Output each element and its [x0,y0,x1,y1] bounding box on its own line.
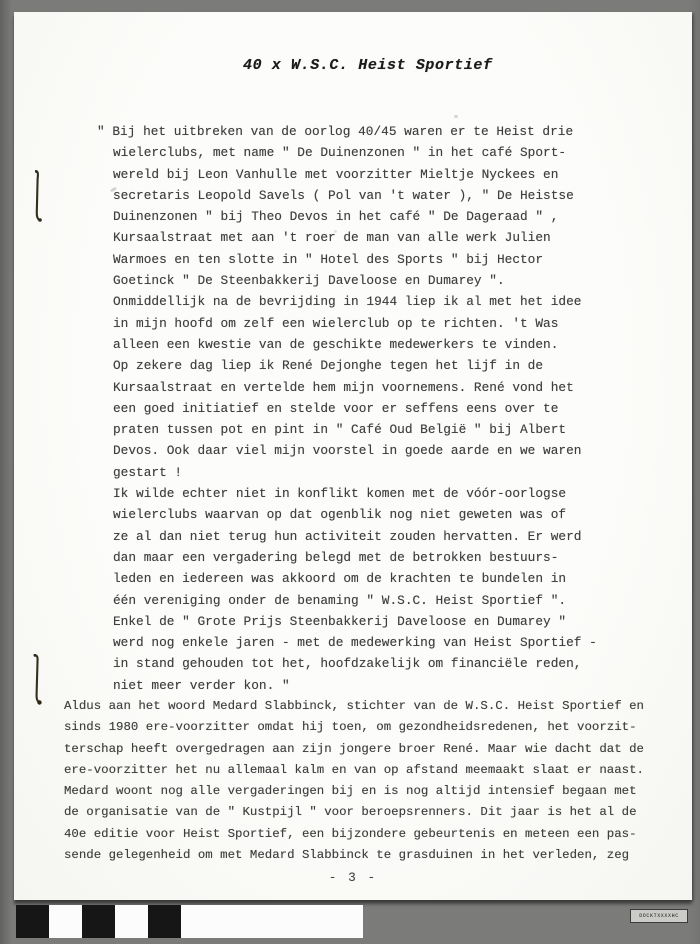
calibration-bar-white [181,905,363,938]
text-line: 40e editie voor Heist Sportief, een bijzondere gebeurtenis en meteen een pas- [64,826,637,841]
text-line: " Bij het uitbreken van de oorlog 40/45 waren er te Heist drie [97,124,574,139]
text-line: praten tussen pot en pint in " Café Oud België " bij Albert [113,422,567,438]
text-line: wielerclubs waarvan op dat ogenblik nog niet geweten was of [113,507,567,523]
text-line: sinds 1980 ere-voorzitter omdat hij toen, om gezondheidsredenen, het voorzit- [64,720,637,735]
text-line: niet meer verder kon. " [113,677,290,693]
text-line: ze al dan niet terug hun activiteit zouden hervatten. Er werd [113,528,582,544]
staple-icon [29,168,43,224]
calibration-square-black [82,905,115,938]
text-line: secretaris Leopold Savels ( Pol van 't water ), " De Heistse [113,187,574,203]
calibration-square-white [49,905,82,938]
text-line: Medard woont nog alle vergaderingen bij en is nog altijd intensief begaan met [64,784,637,799]
text-line: sende gelegenheid om met Medard Slabbinck te grasduinen in het verleden, zeg [64,848,630,863]
text-line: Goetinck " De Steenbakkerij Daveloose en Dumarey ". [113,273,505,289]
closing-paragraph [64,696,674,866]
text-line: Kursaalstraat met aan 't roer de man van alle werk Julien [113,230,551,246]
text-line: alleen een kwestie van de geschikte medewerkers te vinden. [113,336,559,352]
scanner-stamp: DOCKTXXXXHC [630,909,688,923]
text-line: Devos. Ook daar viel mijn voorstel in goede aarde en we waren [113,443,582,459]
scan-speck [454,115,458,118]
text-line: Op zekere dag liep ik René Dejonghe tegen het lijf in de [113,358,544,374]
text-line: in mijn hoofd om zelf een wielerclub op te richten. 't Was [113,315,559,331]
paper-sheet [14,12,692,900]
text-line: ere-voorzitter het nu allemaal kalm en van op afstand meemaakt slaat er naast. [64,762,644,777]
scanner-calibration-strip [0,905,700,938]
text-line: één vereniging onder de benaming " W.S.C. Heist Sportief ". [113,592,567,608]
text-line: Kursaalstraat en vertelde hem mijn voornemens. René vond het [113,379,574,395]
text-line: wereld bij Leon Vanhulle met voorzitter Mieltje Nyckees en [113,166,559,182]
text-line: Ik wilde echter niet in konflikt komen met de vóór-oorlogse [113,486,567,502]
quoted-paragraph [97,121,613,696]
text-line: terschap heeft overgedragen aan zijn jongere broer René. Maar wie dacht dat de [64,741,644,756]
text-line: Enkel de " Grote Prijs Steenbakkerij Daveloose en Dumarey " [113,613,567,629]
text-line: de organisatie van de " Kustpijl " voor beroepsrenners. Dit jaar is het al de [64,805,637,820]
text-line: in stand gehouden tot het, hoofdzakelijk om financiële reden, [113,656,582,672]
calibration-square-black [148,905,181,938]
text-line: gestart ! [113,464,183,480]
scan-speck [334,230,337,233]
text-line: een goed initiatief en stelde voor er seffens eens over te [113,400,559,416]
text-line: leden en iedereen was akkoord om de krachten te bundelen in [113,571,567,587]
document-title: 40 x W.S.C. Heist Sportief [243,57,493,74]
calibration-square-white [115,905,148,938]
text-line: Duinenzonen " bij Theo Devos in het café " De Dageraad " , [113,209,559,225]
text-line: Warmoes en ten slotte in " Hotel des Sports " bij Hector [113,251,544,267]
calibration-square-black [16,905,49,938]
page-number: - 3 - [328,870,378,885]
text-line: Aldus aan het woord Medard Slabbinck, stichter van de W.S.C. Heist Sportief en [64,699,644,713]
text-line: Onmiddellijk na de bevrijding in 1944 liep ik al met het idee [113,294,582,310]
text-line: wielerclubs, met name " De Duinenzonen " in het café Sport- [113,145,567,161]
text-line: werd nog enkele jaren - met de medewerking van Heist Sportief - [113,635,597,651]
text-line: dan maar een vergadering belegd met de betrokken bestuurs- [113,549,559,565]
staple-icon [29,652,43,708]
